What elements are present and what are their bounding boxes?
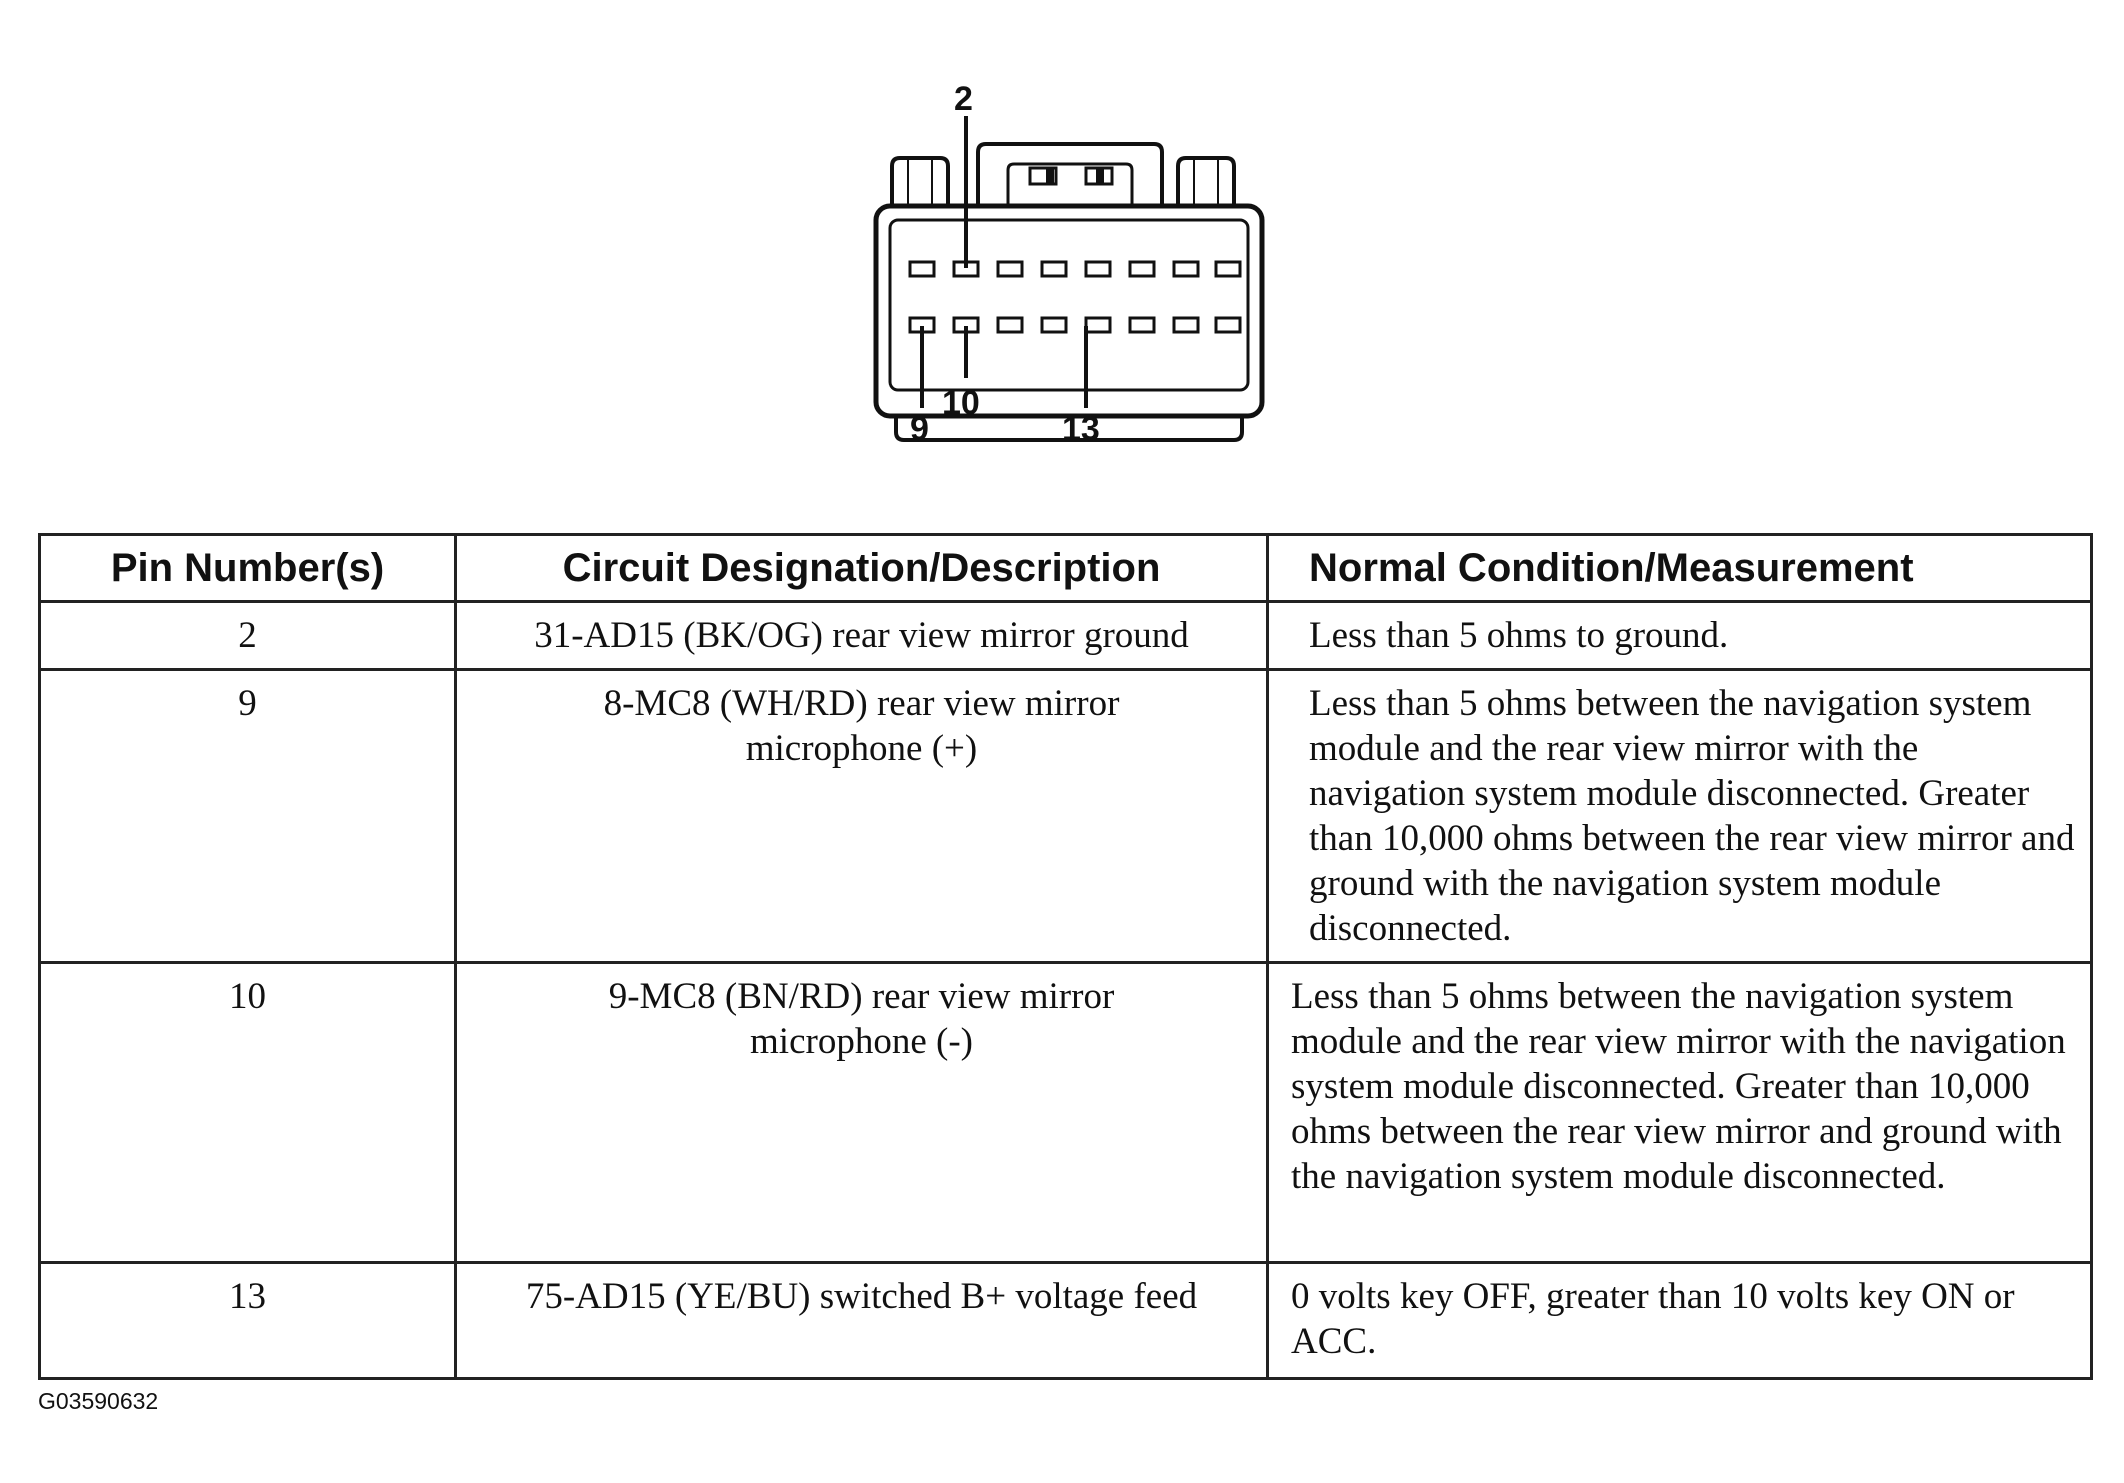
cell-measurement: 0 volts key OFF, greater than 10 volts key ON or ACC. bbox=[1268, 1263, 2092, 1379]
cell-measurement: Less than 5 ohms to ground. bbox=[1268, 602, 2092, 670]
connector-right-tab bbox=[1178, 158, 1234, 208]
table-row bbox=[40, 963, 2092, 1263]
cavity-row-top bbox=[910, 262, 1240, 276]
cell-circuit-description: 8-MC8 (WH/RD) rear view mirror microphone (+) bbox=[456, 670, 1268, 963]
pin-table bbox=[38, 533, 2093, 1380]
pin-13-label: 13 bbox=[1062, 410, 1100, 448]
table-header-row bbox=[40, 535, 2092, 602]
cell-pin-number: 10 bbox=[40, 963, 456, 1263]
table-row bbox=[40, 670, 2092, 963]
cell-circuit-description: 75-AD15 (YE/BU) switched B+ voltage feed bbox=[456, 1263, 1268, 1379]
cell-pin-number: 2 bbox=[40, 602, 456, 670]
cell-pin-number: 13 bbox=[40, 1263, 456, 1379]
pin-2-label: 2 bbox=[954, 80, 973, 118]
cell-pin-number: 9 bbox=[40, 670, 456, 963]
cavity-row-bottom bbox=[910, 318, 1240, 332]
cell-measurement: Less than 5 ohms between the navigation system module and the rear view mirror with the navigation system module disconnected. Greater than 10,000 ohms between the rear view mirror and ground with the navigation system module disconnected. bbox=[1268, 963, 2092, 1263]
table-row bbox=[40, 602, 2092, 670]
connector-inner-body bbox=[890, 220, 1248, 390]
figure-code: G03590632 bbox=[38, 1388, 159, 1414]
header-pin-numbers: Pin Number(s) bbox=[40, 535, 456, 602]
pin-10-label: 10 bbox=[942, 384, 980, 422]
header-normal-condition: Normal Condition/Measurement bbox=[1268, 535, 2092, 602]
connector-diagram bbox=[860, 60, 1280, 470]
cell-measurement: Less than 5 ohms between the navigation system module and the rear view mirror with the navigation system module disconnected. Greater than 10,000 ohms between the rear view mirror and ground with the navigation system module disconnected. bbox=[1268, 670, 2092, 963]
header-circuit-description: Circuit Designation/Description bbox=[456, 535, 1268, 602]
table-row bbox=[40, 1263, 2092, 1379]
connector-drawing bbox=[860, 60, 1280, 470]
connector-left-tab bbox=[892, 158, 948, 208]
connector-lock-key bbox=[978, 144, 1162, 208]
cell-circuit-description: 31-AD15 (BK/OG) rear view mirror ground bbox=[456, 602, 1268, 670]
connector-body bbox=[876, 206, 1262, 416]
pin-9-label: 9 bbox=[910, 410, 929, 448]
cell-circuit-description: 9-MC8 (BN/RD) rear view mirror microphone (-) bbox=[456, 963, 1268, 1263]
